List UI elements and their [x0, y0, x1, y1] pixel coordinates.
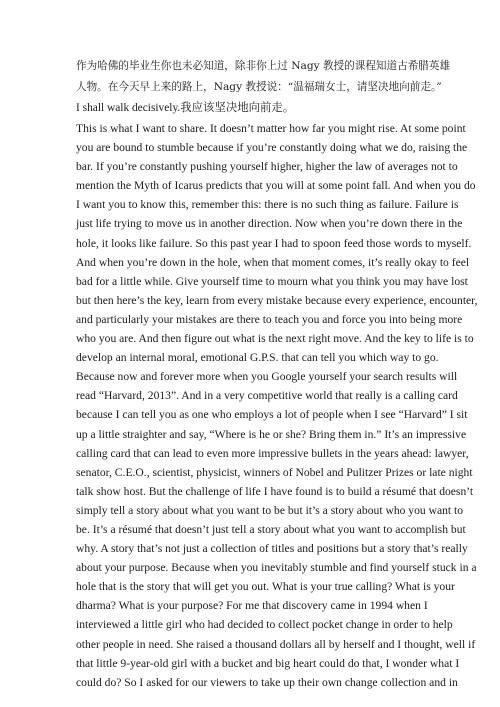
- body-line: interviewed a little girl who had decided to collect pocket change in order to help: [76, 618, 453, 632]
- intro-line: I shall walk decisively.我应该坚决地向前走。: [76, 102, 295, 114]
- body-line: bad for a little while. Give yourself time to mourn what you think you may have lost: [76, 274, 468, 288]
- english-body-paragraph: [76, 119, 478, 692]
- body-line: hole that is the story that will get you out. What is your true calling? What is your: [76, 580, 455, 594]
- body-line: why. A story that’s not just a collection of titles and positions but a story that’s really: [76, 542, 468, 556]
- body-line: I want you to know this, remember this: there is no such thing as failure. Failure is: [76, 198, 459, 212]
- body-line: up a little straighter and say, “Where is he or she? Bring them in.” It’s an impressive: [76, 427, 467, 441]
- chinese-intro-paragraph: [76, 56, 451, 119]
- body-line: but then here’s the key, learn from every mistake because every experience, encounter,: [76, 293, 478, 307]
- body-line: be. It’s a résumé that doesn’t just tell a story about what you want to accomplish but: [76, 522, 466, 536]
- body-line: calling card that can lead to even more impressive bullets in the years ahead: lawyer,: [76, 446, 469, 460]
- body-line: read “Harvard, 2013”. And in a very competitive world that really is a calling card: [76, 389, 458, 403]
- intro-line: 人物。在今天早上来的路上，Nagy 教授说：“温福瑞女士，请坚决地向前走。”: [76, 81, 442, 93]
- body-line: mention the Myth of Icarus predicts that you will at some point fall. And when you do: [76, 179, 476, 193]
- body-line: Because now and forever more when you Google yourself your search results will: [76, 370, 458, 384]
- body-line: talk show host. But the challenge of life I have found is to build a résumé that doesn’t: [76, 484, 474, 498]
- intro-line: 作为哈佛的毕业生你也未必知道，除非你上过 Nagy 教授的课程知道古希腊英雄: [76, 60, 451, 72]
- body-line: This is what I want to share. It doesn’t matter how far you might rise. At some point: [76, 122, 466, 135]
- body-line: and particularly your mistakes are there to teach you and force you into being more: [76, 312, 463, 326]
- body-line: hole, it looks like failure. So this past year I had to spoon feed those words to myself.: [76, 236, 472, 250]
- body-line: bar. If you’re constantly pushing yourself higher, higher the law of averages not to: [76, 160, 458, 174]
- body-line: could do? So I asked for our viewers to take up their own change collection and in: [76, 675, 458, 689]
- body-line: senator, C.E.O., scientist, physicist, winners of Nobel and Pulitzer Prizes or late night: [76, 465, 473, 479]
- body-line: dharma? What is your purpose? For me that discovery came in 1994 when I: [76, 599, 428, 613]
- body-line: that little 9-year-old girl with a bucket and big heart could do that, I wonder what I: [76, 656, 460, 670]
- body-line: about your purpose. Because when you inevitably stumble and find yourself stuck in a: [76, 561, 477, 575]
- body-line: develop an internal moral, emotional G.P.S. that can tell you which way to go.: [76, 351, 439, 365]
- body-line: you are bound to stumble because if you’re constantly doing what we do, raising the: [76, 141, 468, 155]
- body-line: because I can tell you as one who employs a lot of people when I see “Harvard” I sit: [76, 408, 468, 422]
- body-line: And when you’re down in the hole, when that moment comes, it’s really okay to feel: [76, 255, 470, 269]
- body-line: who you are. And then figure out what is the next right move. And the key to life is to: [76, 332, 474, 346]
- body-line: other people in need. She raised a thousand dollars all by herself and I thought, well if: [76, 637, 476, 651]
- body-line: simply tell a story about what you want to be but it’s a story about who you want to: [76, 503, 464, 517]
- body-line: just life trying to move us in another direction. Now when you’re down there in the: [76, 217, 463, 231]
